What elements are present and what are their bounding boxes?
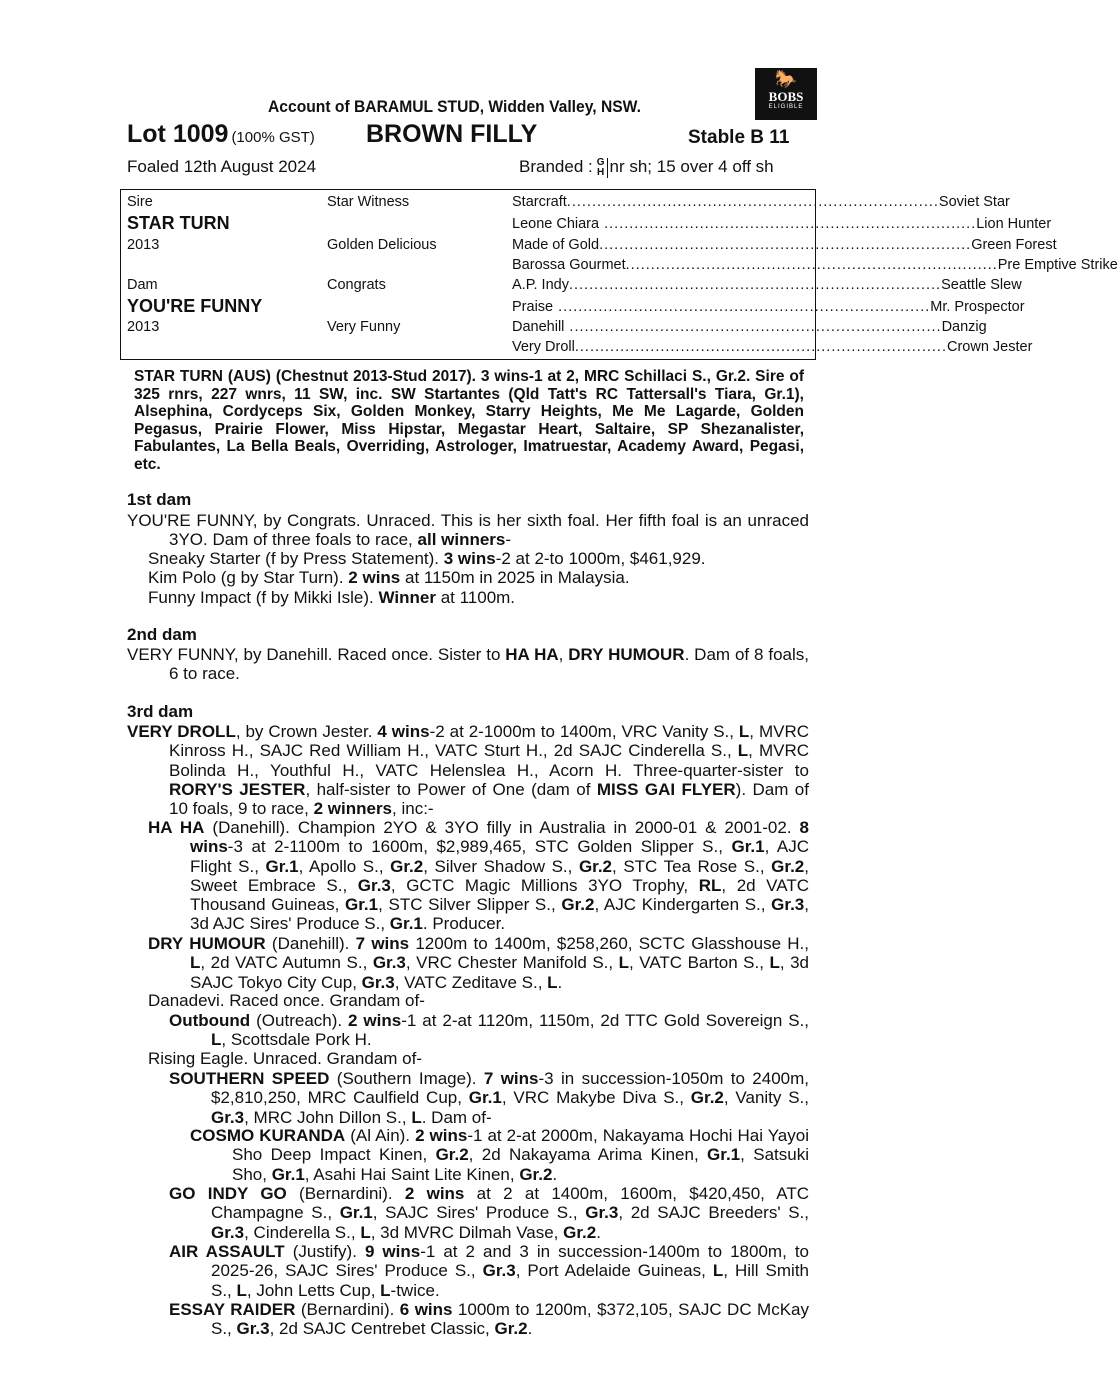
dam-label: Dam <box>127 277 158 293</box>
dam-year: 2013 <box>127 319 160 335</box>
progeny-danadevi: Danadevi. Raced once. Grandam of- <box>148 991 425 1010</box>
sires-dam: Golden Delicious <box>327 237 437 253</box>
progeny-rising-eagle: Rising Eagle. Unraced. Grandam of- <box>148 1049 423 1068</box>
gen3-row: Starcraft .......................................................................... Soviet Star <box>512 194 1010 210</box>
brand-mark: G H <box>597 158 608 178</box>
gen3-row: Barossa Gourmet .......................................................................... Pre Emptive Strike <box>512 257 1118 273</box>
progeny-air-assault: AIR ASSAULT (Justify). 9 wins-1 at 2 and 3 in succession-1400m to 1800m, to 2025-26, SAJC Sires' Produce S., Gr.3, Port Adelaide Guineas, L, Hill Smith S., L, John Letts Cup, L-twice. <box>169 1242 810 1300</box>
stable-location: Stable B 11 <box>688 127 790 148</box>
horse-icon: 🐎 <box>774 69 798 89</box>
progeny-ha-ha: HA HA (Danehill). Champion 2YO & 3YO filly in Australia in 2000-01 & 2001-02. 8 wins-3 at 2-1100m to 1600m, $2,989,465, STC Golden Slipper S., Gr.1, AJC Flight S., Gr.1, Apollo S., Gr.2, Silver Shadow S., Gr.2, STC Tea Rose S., Gr.2, Sweet Embrace S., Gr.3, GCTC Magic Millions 3YO Trophy, RL, 2d VATC Thousand Guineas, Gr.1, STC Silver Slipper S., Gr.2, AJC Kindergarten S., Gr.3, 3d AJC Sires' Produce S., Gr.1. Producer. <box>148 818 809 934</box>
progeny-essay-raider: ESSAY RAIDER (Bernardini). 6 wins 1000m to 1200m, $372,105, SAJC DC McKay S., Gr.3, 2d SAJC Centrebet Classic, Gr.2. <box>169 1300 809 1339</box>
gen3-row: Very Droll .......................................................................... Crown Jester <box>512 339 1033 355</box>
branding: Branded : G H nr sh; 15 over 4 off sh <box>519 156 774 178</box>
third-dam-heading: 3rd dam <box>127 702 194 721</box>
sire-summary: STAR TURN (AUS) (Chestnut 2013-Stud 2017). 3 wins-1 at 2, MRC Schillaci S., Gr.2. Sire of 325 rnrs, 227 wnrs, 11 SW, inc. SW Startantes (Qld Tatt's RC Tattersall's Tiara, Gr.1), Alsephina, Cordyceps Six, Golden Monkey, Starry Heights, Me Me Lagarde, Golden Pegasus, Prairie Flower, Miss Hipstar, Megastar Heart, Saltaire, SP Shezanalister, Fabulantes, La Bella Beals, Overriding, Astrologer, Imatruestar, Academy Award, Pegasi, etc. <box>134 368 804 473</box>
progeny-cosmo-kuranda: COSMO KURANDA (Al Ain). 2 wins-1 at 2-at 2000m, Nakayama Hochi Hai Yayoi Sho Deep Impact Kinen, Gr.2, 2d Nakayama Arima Kinen, Gr.1, Satsuki Sho, Gr.1, Asahi Hai Saint Lite Kinen, Gr.2. <box>190 1126 809 1184</box>
lot-number: Lot 1009 (100% GST) <box>127 120 315 148</box>
sire-name: STAR TURN <box>127 213 230 233</box>
list-item: Sneaky Starter (f by Press Statement). 3 wins-2 at 2-to 1000m, $461,929. <box>148 549 706 568</box>
first-dam-intro: YOU'RE FUNNY, by Congrats. Unraced. This is her sixth foal. Her fifth foal is an unraced 3YO. Dam of three foals to race, all winners- <box>127 511 809 550</box>
horse-description: BROWN FILLY <box>366 120 538 148</box>
gen3-row: A.P. Indy .......................................................................... Seattle Slew <box>512 277 1022 293</box>
dams-sire: Congrats <box>327 277 386 293</box>
gen3-row: Praise .......................................................................... Mr. Prospector <box>512 299 1025 315</box>
sire-label: Sire <box>127 194 153 210</box>
bobs-eligible-logo: 🐎 BOBS ELIGIBLE <box>755 68 817 120</box>
progeny-go-indy-go: GO INDY GO (Bernardini). 2 wins at 2 at 1400m, 1600m, $420,450, ATC Champagne S., Gr.1, SAJC Sires' Produce S., Gr.3, 2d SAJC Breeders' S., Gr.3, Cinderella S., L, 3d MVRC Dilmah Vase, Gr.2. <box>169 1184 809 1242</box>
dams-dam: Very Funny <box>327 319 401 335</box>
list-item: Funny Impact (f by Mikki Isle). Winner at 1100m. <box>148 588 516 607</box>
dam-name: YOU'RE FUNNY <box>127 296 263 316</box>
progeny-southern-speed: SOUTHERN SPEED (Southern Image). 7 wins-3 in succession-1050m to 2400m, $2,810,250, MRC Caulfield Cup, Gr.1, VRC Makybe Diva S., Gr.2, Vanity S., Gr.3, MRC John Dillon S., L. Dam of- <box>169 1069 810 1127</box>
sire-year: 2013 <box>127 237 160 253</box>
gen3-row: Leone Chiara .......................................................................... Lion Hunter <box>512 216 1052 232</box>
third-dam-text: VERY DROLL, by Crown Jester. 4 wins-2 at 2-1000m to 1400m, VRC Vanity S., L, MVRC Kinross H., SAJC Red William H., VATC Sturt H., 2d SAJC Cinderella S., L, MVRC Bolinda H., Youthful H., VATC Helenslea H., Acorn H. Three-quarter-sister to RORY'S JESTER, half-sister to Power of One (dam of MISS GAI FLYER). Dam of 10 foals, 9 to race, 2 winners, inc:- <box>127 722 809 819</box>
second-dam-text: VERY FUNNY, by Danehill. Raced once. Sister to HA HA, DRY HUMOUR. Dam of 8 foals, 6 to race. <box>127 645 809 684</box>
list-item: Kim Polo (g by Star Turn). 2 wins at 1150m in 2025 in Malaysia. <box>148 568 630 587</box>
sires-sire: Star Witness <box>327 194 410 210</box>
pedigree-table <box>120 189 1118 360</box>
first-dam-heading: 1st dam <box>127 490 192 509</box>
progeny-outbound: Outbound (Outreach). 2 wins-1 at 2-at 1120m, 1150m, 2d TTC Gold Sovereign S., L, Scottsdale Pork H. <box>169 1011 810 1050</box>
gen3-row: Made of Gold .......................................................................... Green Forest <box>512 237 1057 253</box>
vendor-account: Account of BARAMUL STUD, Widden Valley, NSW. <box>268 97 641 116</box>
progeny-dry-humour: DRY HUMOUR (Danehill). 7 wins 1200m to 1400m, $258,260, SCTC Glasshouse H., L, 2d VATC Autumn S., Gr.3, VRC Chester Manifold S., L, VATC Barton S., L, 3d SAJC Tokyo City Cup, Gr.3, VATC Zeditave S., L. <box>148 934 810 992</box>
second-dam-heading: 2nd dam <box>127 625 197 644</box>
gen3-row: Danehill .......................................................................... Danzig <box>512 319 987 335</box>
foaled-date: Foaled 12th August 2024 <box>127 157 317 176</box>
